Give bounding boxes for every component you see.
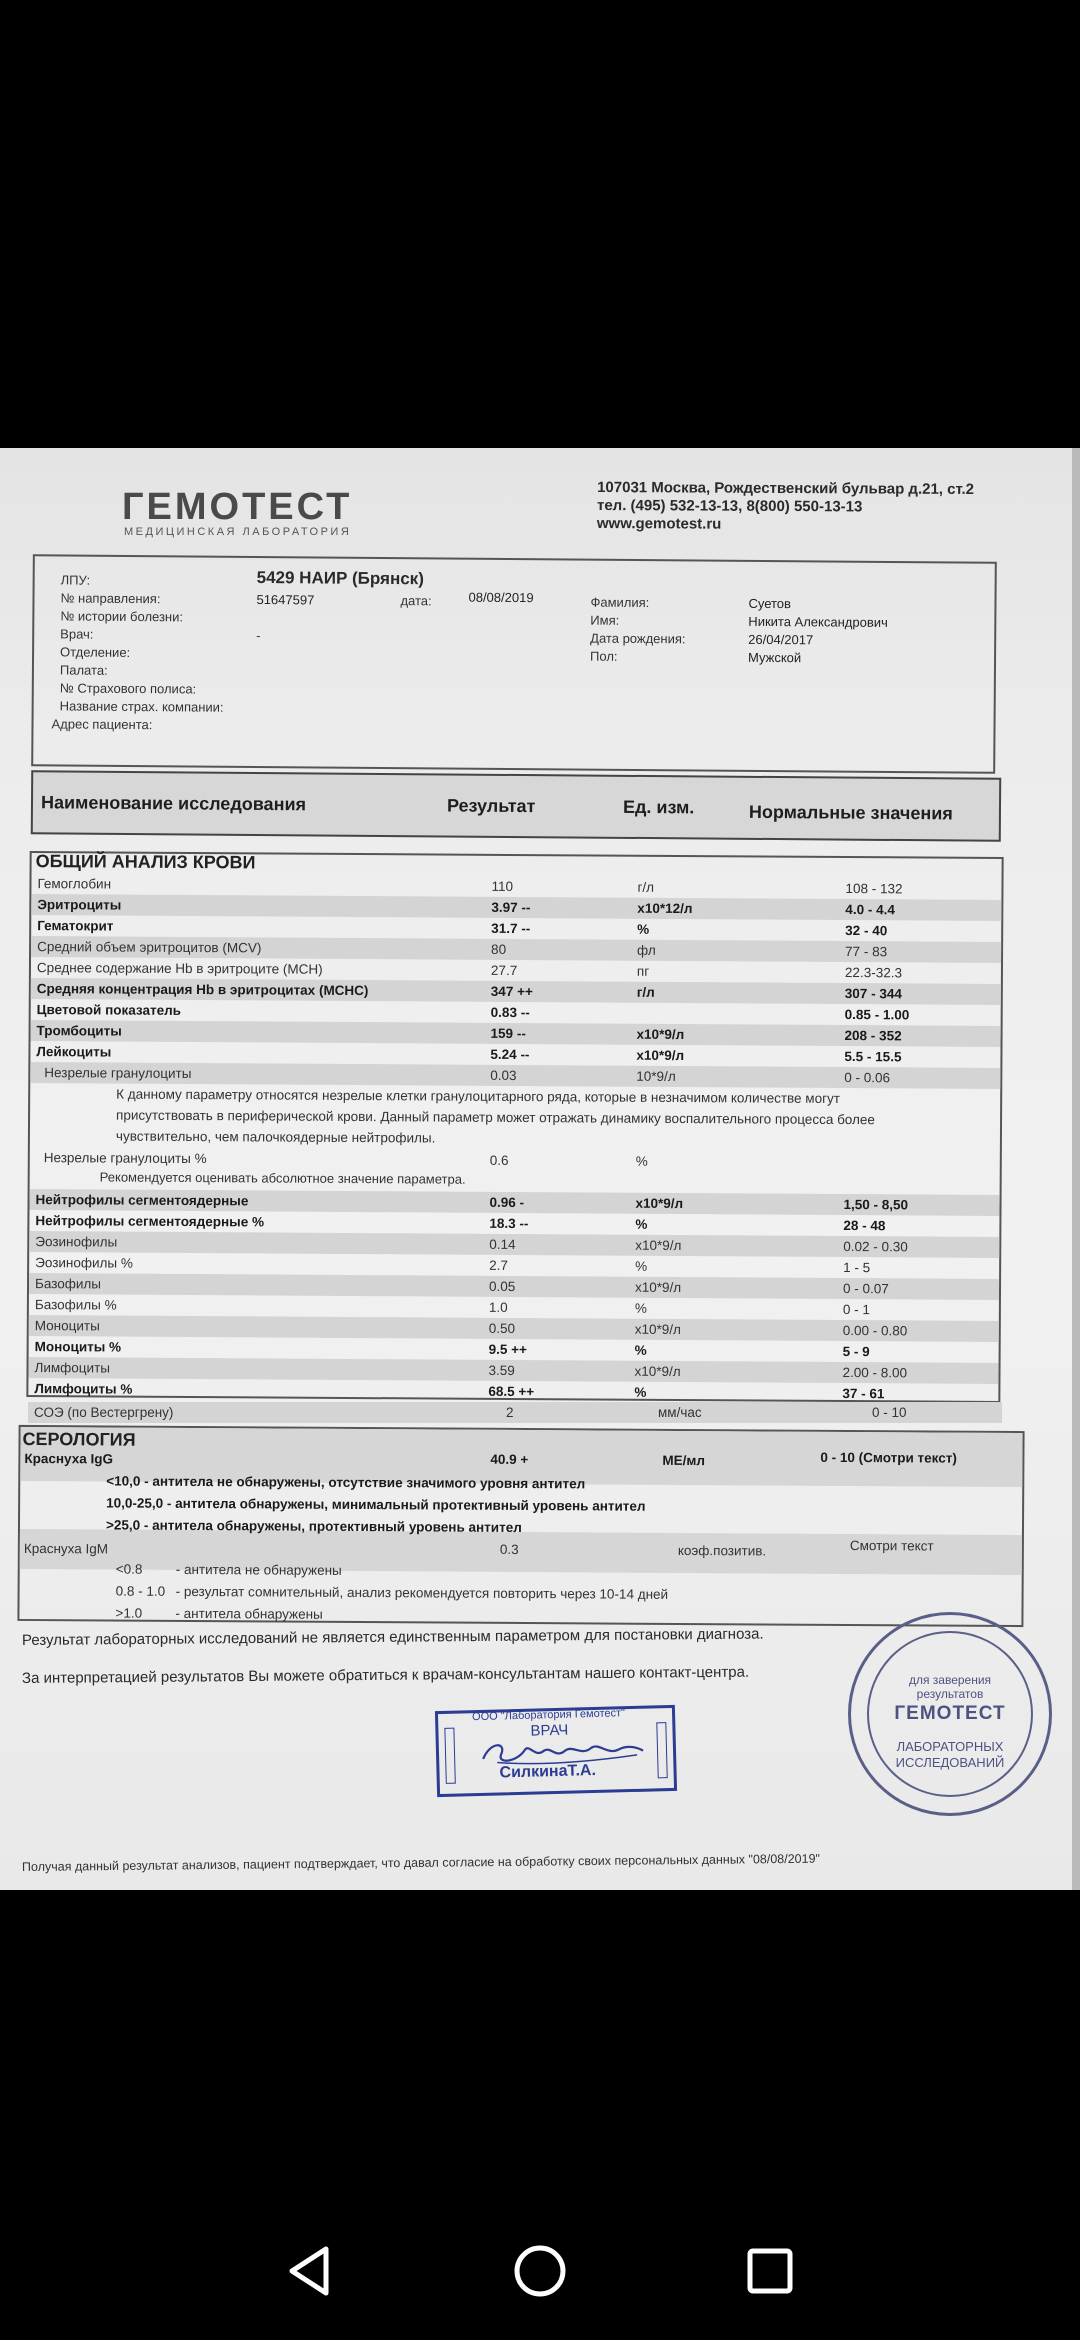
header-result: Результат [446,795,536,817]
row-name: Нейтрофилы сегментоядерные [35,1192,249,1209]
home-button[interactable] [505,2236,575,2306]
row-unit: x10*9/л [635,1237,682,1254]
row-unit: % [635,1216,648,1232]
row-unit: x10*9/л [636,1026,685,1043]
cbc-section [26,851,1003,1403]
row-unit: x10*12/л [637,900,693,917]
row-result: 2.7 [489,1257,508,1273]
igm-note-value: >1.0 [115,1605,143,1621]
igg-result: 40.9 + [490,1451,529,1468]
row-name: Среднее содержание Hb в эритроците (MCH) [36,960,323,977]
igm-note-text: - результат сомнительный, анализ рекомендуется повторить через 10-14 дней [175,1583,669,1602]
name-label: Имя: [590,612,620,628]
ig-note-line: присутствовать в периферической крови. Данный параметр может отражать динамику воспалительного процесса более [116,1107,875,1128]
paper-edge [1072,448,1080,1890]
row-result: 80 [491,941,507,957]
row-unit: x10*9/л [634,1279,682,1296]
row-unit: % [634,1300,647,1316]
stamp-side-bar [656,1722,667,1778]
date-label: дата: [400,593,432,609]
row-result: 68.5 ++ [488,1383,535,1400]
lab-round-stamp [848,1612,1052,1816]
row-norm: 32 - 40 [845,923,888,939]
row-unit: г/л [637,879,655,895]
table-row [28,1402,1002,1423]
lpu-label: ЛПУ: [60,572,91,588]
row-norm: 0.00 - 0.80 [842,1323,908,1339]
row-name: Средний объем эритроцитов (MCV) [37,939,262,956]
igm-note-value: <0.8 [115,1561,143,1577]
row-norm: 28 - 48 [843,1218,886,1234]
igg-note-line: <10,0 - антитела не обнаружены, отсутствие значимого уровня антител [106,1473,586,1492]
department-label: Отделение: [60,644,131,660]
row-norm: 108 - 132 [845,881,903,897]
row-result: 347 ++ [490,983,533,1000]
row-unit: % [637,921,650,937]
row-norm: 5 - 9 [842,1344,870,1360]
cbc-title: ОБЩИЙ АНАЛИЗ КРОВИ [35,851,256,873]
lab-address [597,479,974,535]
row-norm: 77 - 83 [845,944,888,960]
row-name: Средняя концентрация Hb в эритроцитах (MCHC) [36,981,369,999]
row-result: 1.0 [488,1299,508,1315]
row-result: 0.96 - [489,1194,525,1211]
row-unit: x10*9/л [635,1195,684,1212]
row-name: Нейтрофилы сегментоядерные % [35,1213,265,1230]
header-name: Наименование исследования [40,792,307,815]
row-name: Моноциты [34,1318,100,1334]
row-norm: 4.0 - 4.4 [845,902,895,918]
row-name: СОЭ (по Вестергрену) [34,1405,174,1420]
insurer-label: Название страх. компании: [59,698,224,715]
row-norm: 1 - 5 [843,1260,871,1276]
recents-button[interactable] [735,2236,805,2306]
row-norm: 0 - 0.07 [842,1281,889,1297]
lab-report-sheet [0,448,1080,1890]
row-result: 0.83 -- [490,1004,530,1021]
stamp-logo: ГЕМОТЕСТ [894,1703,1006,1724]
sex-label: Пол: [590,648,618,664]
igm-unit: коэф.позитив. [677,1542,767,1559]
row-norm: 0 - 0.06 [844,1070,891,1086]
row-norm: 1,50 - 8,50 [843,1197,909,1213]
row-unit: пг [636,963,650,979]
row-unit: x10*9/л [634,1363,681,1380]
stamp-doctor-name: СилкинаТ.А. [499,1761,597,1782]
ig-note-line: К данному параметру относятся незрелые клетки гранулоцитарного ряда, которые в незначимом количестве могут [116,1086,841,1106]
header-norm: Нормальные значения [748,801,953,824]
stamp-text: для заверения [908,1673,992,1687]
gemotest-logo [122,488,352,538]
row-norm: 307 - 344 [844,986,902,1002]
row-norm: 5.5 - 15.5 [844,1049,902,1065]
surname-value: Суетов [748,595,792,612]
dob-label: Дата рождения: [590,630,686,647]
row-result: 3.97 -- [491,899,531,916]
row-unit: x10*9/л [636,1047,685,1064]
row-name: Тромбоциты [36,1023,122,1039]
row-unit: г/л [636,984,655,1000]
referral-value: 51647597 [256,591,315,608]
stamp-doctor-title: ВРАЧ [530,1721,569,1740]
history-label: № истории болезни: [60,608,184,625]
row-name: Моноциты % [34,1339,122,1355]
disclaimer-contact: За интерпретацией результатов Вы можете обратиться к врачам-консультантам нашего контакт-центра. [21,1663,750,1687]
row-result: 5.24 -- [490,1046,530,1063]
row-name: Незрелые гранулоциты [44,1065,192,1082]
row-unit: % [634,1342,647,1358]
igm-norm: Смотри текст [849,1538,934,1554]
row-result: 0.6 [489,1152,509,1168]
row-unit: % [634,1384,647,1400]
row-name: Цветовой показатель [36,1002,182,1018]
row-name: Гемоглобин [37,876,112,892]
row-result: 110 [491,878,514,894]
igg-name: Краснуха IgG [24,1450,114,1467]
row-name: Эозинофилы [35,1234,118,1250]
igg-unit: МЕ/мл [662,1452,706,1469]
referral-label: № направления: [60,590,161,607]
stamp-text: результатов [916,1687,984,1701]
row-name: Лимфоциты % [34,1381,133,1397]
igg-norm: 0 - 10 (Смотри текст) [820,1449,957,1466]
doctor-label: Врач: [60,626,94,642]
row-result: 18.3 -- [489,1215,529,1232]
home-circle-icon [512,2243,568,2299]
logo-sub-text: МЕДИЦИНСКАЯ ЛАБОРАТОРИЯ [124,526,352,538]
stamp-side-bar [444,1728,455,1784]
ig-note [116,1084,996,1152]
row-result: 31.7 -- [491,920,531,937]
row-name: Лейкоциты [36,1044,112,1060]
header-unit: Ед. изм. [622,796,695,818]
row-norm: 0.85 - 1.00 [844,1007,910,1023]
row-norm: 0.02 - 0.30 [843,1239,908,1255]
disclaimer-diagnosis: Результат лабораторных исследований не является единственным параметром для постановки диагноза. [21,1625,764,1649]
name-value: Никита Александрович [748,613,888,630]
igg-note-line: 10,0-25,0 - антитела обнаружены, минимальный протективный уровень антител [106,1495,646,1514]
row-result: 9.5 ++ [488,1341,527,1358]
ward-label: Палата: [59,662,108,678]
row-result: 27.7 [490,962,518,979]
serology-section [17,1425,1024,1627]
igm-note-text: - антитела не обнаружены [175,1561,342,1578]
igm-name: Краснуха IgM [23,1540,109,1557]
dob-value: 26/04/2017 [748,631,814,648]
surname-label: Фамилия: [590,594,650,611]
recents-square-icon [745,2246,795,2296]
row-result: 0.03 [490,1067,517,1084]
row-norm: 0 - 1 [842,1302,870,1318]
row-result: 0.14 [489,1236,516,1253]
stamp-text: ИССЛЕДОВАНИЙ [895,1755,1005,1770]
back-button[interactable] [274,2236,344,2306]
row-name: Эозинофилы % [35,1255,133,1271]
row-name: Эритроциты [37,897,122,913]
results-table-header [31,770,1001,842]
website-line: www.gemotest.ru [596,515,722,533]
igm-result: 0.3 [499,1541,519,1557]
lpu-value: 5429 НАИР (Брянск) [256,567,424,589]
row-name: Незрелые гранулоциты % [43,1150,207,1167]
stamp-org: ООО "Лаборатория Гемотест" [471,1707,626,1724]
serology-title: СЕРОЛОГИЯ [22,1428,136,1450]
row-name: Лимфоциты [34,1360,111,1376]
sex-value: Мужской [748,649,802,666]
consent-text: Получая данный результат анализов, пациент подтверждает, что давал согласие на обработку своих персональных данных "08/08/2019" [21,1851,820,1874]
row-unit: % [635,1258,648,1274]
navigation-bar [0,2200,1080,2340]
row-unit: % [635,1153,648,1169]
row-name: Гематокрит [37,918,114,934]
igm-note-value: 0.8 - 1.0 [115,1583,166,1599]
row-norm: 37 - 61 [842,1386,885,1402]
doctor-stamp [435,1705,677,1797]
row-unit: 10*9/л [636,1068,676,1084]
patient-address-label: Адрес пациента: [51,716,153,733]
row-norm: 0 - 10 [872,1405,907,1420]
row-result: 0.05 [488,1278,516,1295]
row-result: 2 [506,1405,514,1420]
row-norm: 22.3-32.3 [844,965,903,981]
row-norm: 208 - 352 [844,1028,902,1044]
stamp-text: ЛАБОРАТОРНЫХ [896,1739,1004,1754]
row-unit: фл [637,942,656,958]
row-unit: мм/час [658,1405,702,1420]
ig-recommendation: Рекомендуется оценивать абсолютное значение параметра. [99,1169,466,1187]
row-result: 0.50 [488,1320,516,1337]
igg-note-line: >25,0 - антитела обнаружены, протективный уровень антител [105,1517,522,1536]
igm-note-text: - антитела обнаружены [175,1605,323,1622]
row-result: 159 -- [490,1025,526,1042]
row-name: Базофилы % [34,1297,117,1313]
back-triangle-icon [284,2244,334,2298]
row-unit: x10*9/л [634,1321,681,1338]
patient-info-box [31,554,997,774]
doctor-value: - [256,627,261,644]
ig-note-line: чувствительно, чем палочкоядерные нейтрофилы. [115,1128,436,1146]
address-line: 107031 Москва, Рождественский бульвар д.21, ст.2 [597,479,975,498]
phone-line: тел. (495) 532-13-13, 8(800) 550-13-13 [596,497,863,516]
logo-main-text: ГЕМОТЕСТ [122,486,353,528]
row-norm: 2.00 - 8.00 [842,1365,908,1381]
row-result: 3.59 [488,1362,515,1379]
row-name: Базофилы [34,1276,102,1292]
policy-label: № Страхового полиса: [59,680,197,697]
date-value: 08/08/2019 [468,589,534,606]
